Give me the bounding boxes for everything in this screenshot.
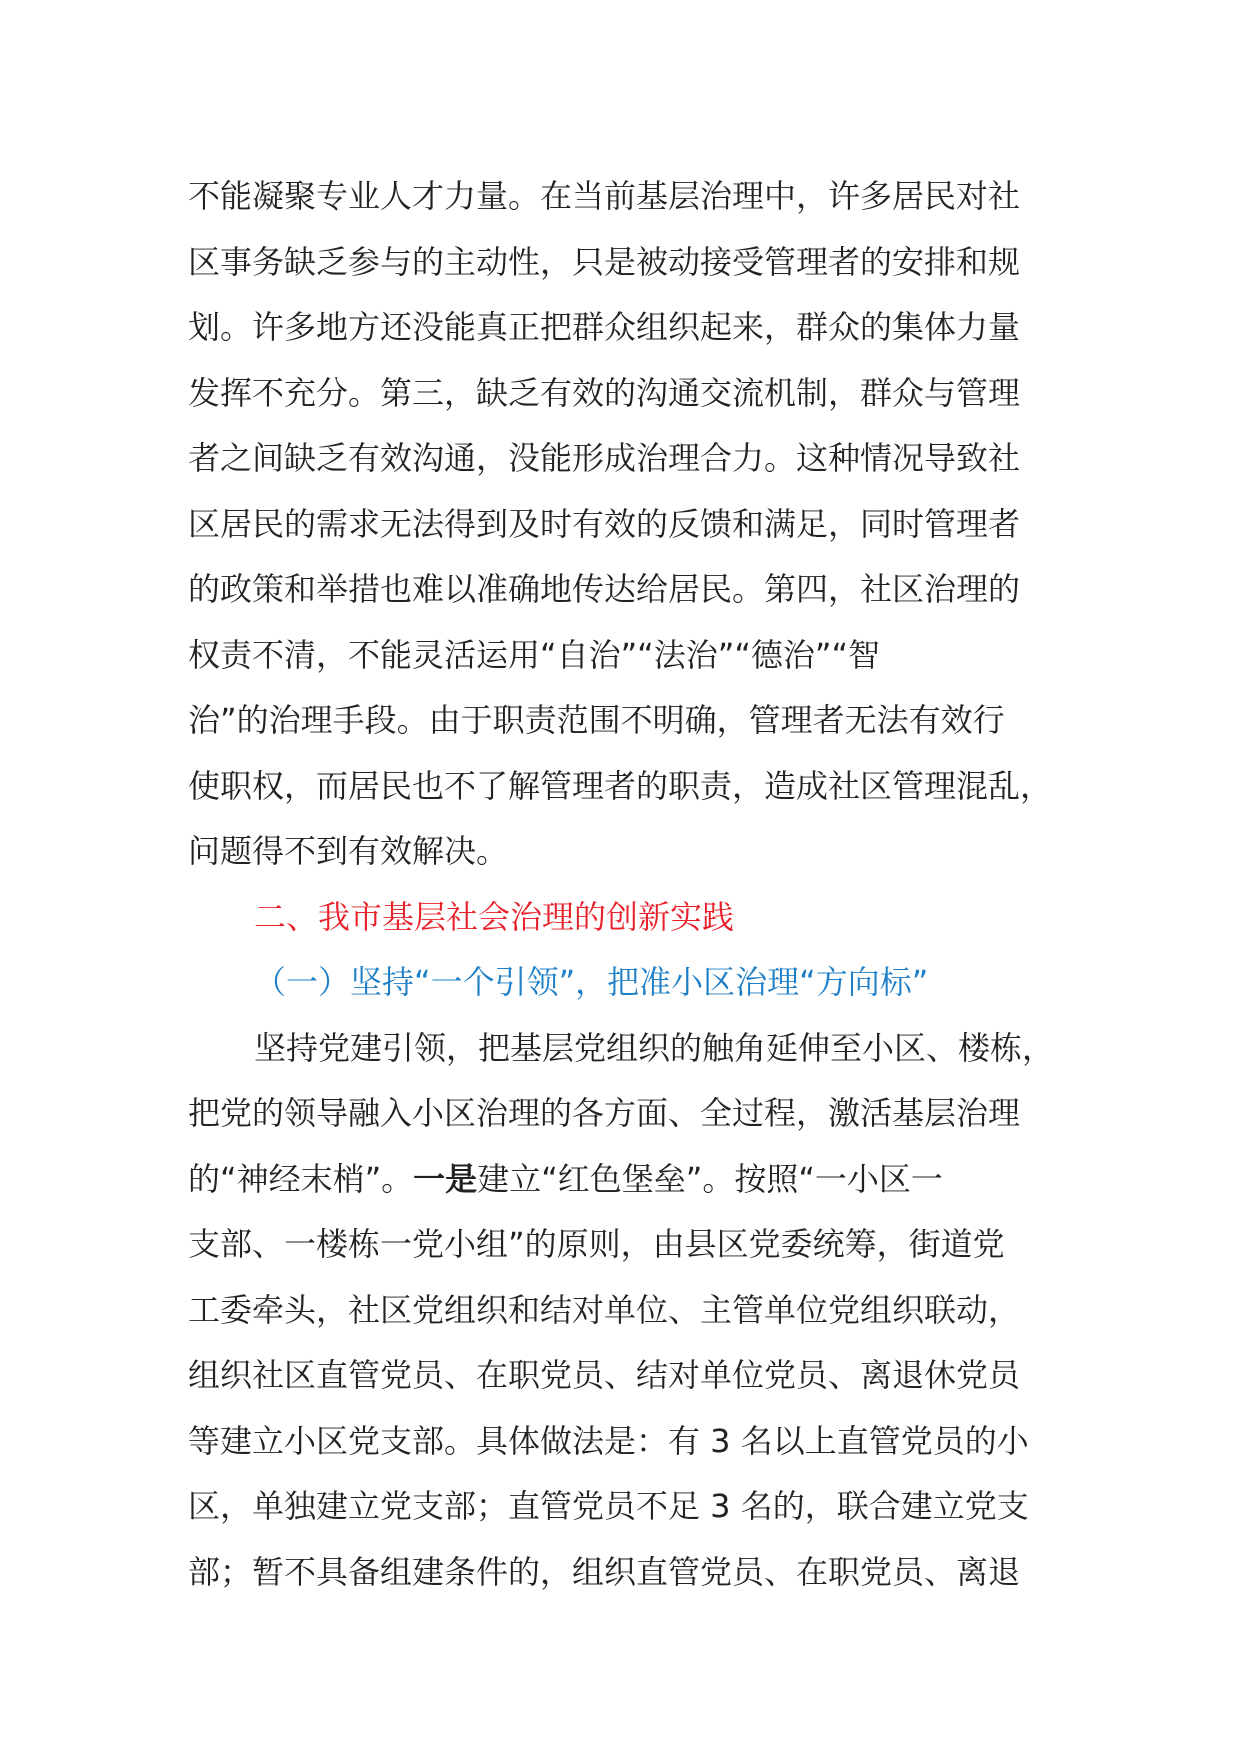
text-line: 把党的领导融入小区治理的各方面、全过程，激活基层治理 — [188, 1094, 1021, 1132]
text-line: 工委牵头，社区党组织和结对单位、主管单位党组织联动， — [188, 1290, 1021, 1329]
text-line: 部；暂不具备组建条件的，组织直管党员、在职党员、离退 — [188, 1552, 1021, 1591]
subsection-heading: （一）坚持“一个引领”，把准小区治理“方向标” — [254, 963, 929, 1001]
document-page — [188, 164, 1060, 1605]
text-line: 治”的治理手段。由于职责范围不明确，管理者无法有效行 — [188, 701, 1005, 739]
text-line: 使职权，而居民也不了解管理者的职责，造成社区管理混乱， — [188, 766, 1053, 805]
text-line-with-emphasis — [188, 1147, 1060, 1213]
paragraph-1 — [188, 164, 1060, 885]
section-heading: 二、我市基层社会治理的创新实践 — [254, 897, 735, 936]
paragraph-2 — [188, 1016, 1060, 1606]
text-segment: 的“神经末梢”。 — [188, 1159, 414, 1198]
text-line: 的政策和举措也难以准确地传达给居民。第四，社区治理的 — [188, 570, 1021, 608]
text-segment: 建立“红色堡垒”。按照“一小区一 — [477, 1159, 943, 1198]
text-line: 等建立小区党支部。具体做法是：有 3 名以上直管党员的小 — [188, 1421, 1029, 1460]
text-line: 划。许多地方还没能真正把群众组织起来，群众的集体力量 — [188, 308, 1021, 346]
text-line: 发挥不充分。第三，缺乏有效的沟通交流机制，群众与管理 — [188, 373, 1021, 412]
text-line: 问题得不到有效解决。 — [188, 832, 509, 870]
text-line: 者之间缺乏有效沟通，没能形成治理合力。这种情况导致社 — [188, 439, 1021, 477]
text-line: 组织社区直管党员、在职党员、结对单位党员、离退休党员 — [188, 1356, 1021, 1394]
emphasis-text: 一是 — [413, 1159, 478, 1198]
text-line: 区居民的需求无法得到及时有效的反馈和满足，同时管理者 — [188, 504, 1021, 543]
text-line: 区事务缺乏参与的主动性，只是被动接受管理者的安排和规 — [188, 242, 1021, 281]
text-line: 坚持党建引领，把基层党组织的触角延伸至小区、楼栋， — [254, 1028, 1055, 1067]
text-line: 不能凝聚专业人才力量。在当前基层治理中，许多居民对社 — [188, 177, 1021, 215]
text-line: 支部、一楼栋一党小组”的原则，由县区党委统筹，街道党 — [188, 1225, 1005, 1263]
text-line: 区，单独建立党支部；直管党员不足 3 名的，联合建立党支 — [188, 1487, 1029, 1525]
text-line: 权责不清，不能灵活运用“自治”“法治”“德治”“智 — [188, 635, 881, 674]
